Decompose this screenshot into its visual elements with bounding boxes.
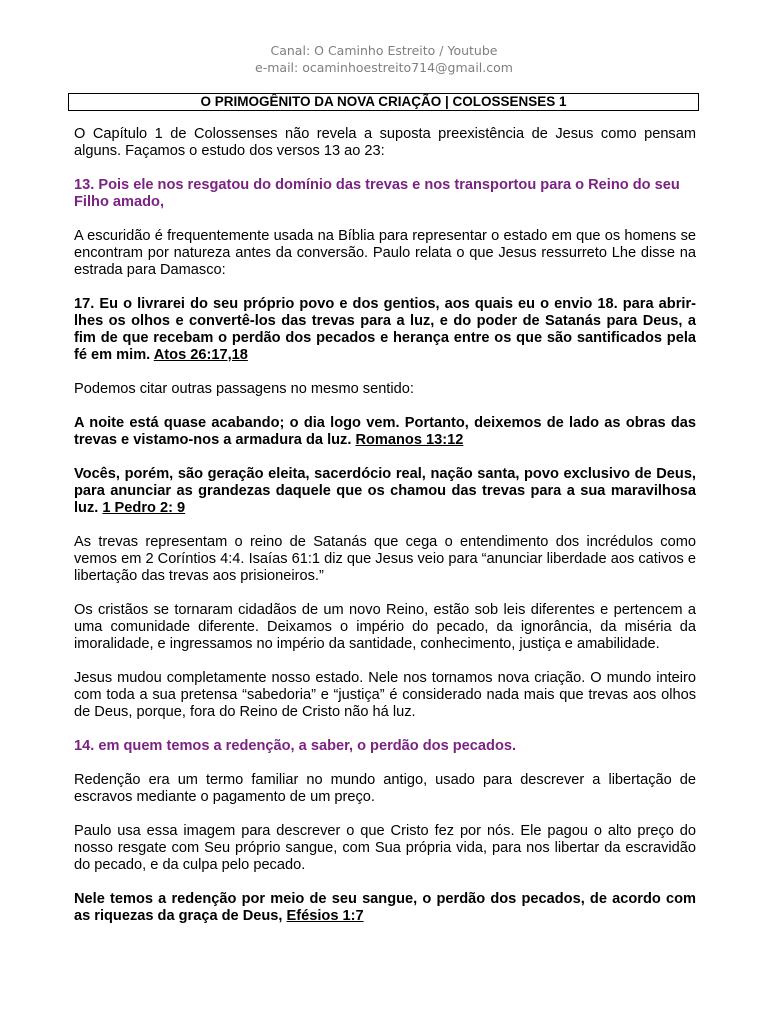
document-body [74, 126, 696, 942]
citar-paragraph: Podemos citar outras passagens no mesmo sentido: [74, 381, 414, 397]
romanos-quote-text: A noite está quase acabando; o dia logo vem. Portanto, deixemos de lado as obras das trevas e vistamo-nos a armadura da luz. [74, 415, 696, 448]
page-title: O PRIMOGÊNITO DA NOVA CRIAÇÃO | COLOSSENSES 1 [68, 93, 699, 111]
redencao-paragraph: Redenção era um termo familiar no mundo antigo, usado para descrever a libertação de escravos mediante o pagamento de um preço. [74, 772, 696, 805]
atos-quote [74, 296, 696, 364]
jesus-paragraph: Jesus mudou completamente nosso estado. Nele nos tornamos nova criação. O mundo inteiro com toda a sua pretensa “sabedoria” e “justiça” é considerado nada mais que trevas aos olhos de Deus, porque, fora do Reino de Cristo não há luz. [74, 670, 696, 720]
verse-13-heading: 13. Pois ele nos resgatou do domínio das trevas e nos transportou para o Reino do seu Filho amado, [74, 177, 680, 210]
escuridao-paragraph: A escuridão é frequentemente usada na Bíblia para representar o estado em que os homens se encontram por natureza antes da conversão. Paulo relata o que Jesus ressurreto Lhe disse na estrada para Damasco: [74, 228, 696, 278]
trevas-paragraph: As trevas representam o reino de Satanás que cega o entendimento dos incrédulos como vemos em 2 Coríntios 4:4. Isaías 61:1 diz que Jesus veio para “anunciar liberdade aos cativos e libertação das trevas aos prisioneiros.” [74, 534, 696, 584]
pedro-quote [74, 466, 696, 517]
channel-line: Canal: O Caminho Estreito / Youtube [270, 43, 498, 58]
paulo-paragraph: Paulo usa essa imagem para descrever o que Cristo fez por nós. Ele pagou o alto preço do nosso resgate com Seu próprio sangue, com Sua própria vida, para nos libertar da escravidão do pecado, e da culpa pelo pecado. [74, 823, 696, 873]
efesios-quote [74, 891, 696, 925]
page-header [0, 42, 768, 76]
efesios-reference: Efésios 1:7 [286, 908, 364, 924]
email-line: e-mail: ocaminhoestreito714@gmail.com [255, 60, 513, 75]
atos-quote-text: 17. Eu o livrarei do seu próprio povo e dos gentios, aos quais eu o envio 18. para abrir-lhes os olhos e convertê-los das trevas para a luz, e do poder de Satanás para Deus, a fim de que recebam o perdão dos pecados e herança entre os que são santificados pela fé em mim. [74, 296, 696, 363]
cristaos-paragraph: Os cristãos se tornaram cidadãos de um novo Reino, estão sob leis diferentes e pertencem a uma comunidade diferente. Deixamos o império do pecado, da ignorância, da miséria da imoralidade, e ingressamos no império da santidade, conhecimento, justiça e amabilidade. [74, 602, 696, 652]
verse-14-heading: 14. em quem temos a redenção, a saber, o perdão dos pecados. [74, 738, 517, 754]
efesios-quote-text: Nele temos a redenção por meio de seu sangue, o perdão dos pecados, de acordo com as riquezas da graça de Deus, [74, 891, 696, 924]
romanos-reference: Romanos 13:12 [355, 432, 464, 448]
romanos-quote [74, 415, 696, 449]
atos-reference: Atos 26:17,18 [153, 347, 248, 363]
intro-paragraph: O Capítulo 1 de Colossenses não revela a suposta preexistência de Jesus como pensam alguns. Façamos o estudo dos versos 13 ao 23: [74, 126, 696, 159]
pedro-reference: 1 Pedro 2: 9 [102, 500, 186, 516]
pedro-quote-text: Vocês, porém, são geração eleita, sacerdócio real, nação santa, povo exclusivo de Deus, para anunciar as grandezas daquele que os chamou das trevas para a sua maravilhosa luz. [74, 466, 696, 516]
